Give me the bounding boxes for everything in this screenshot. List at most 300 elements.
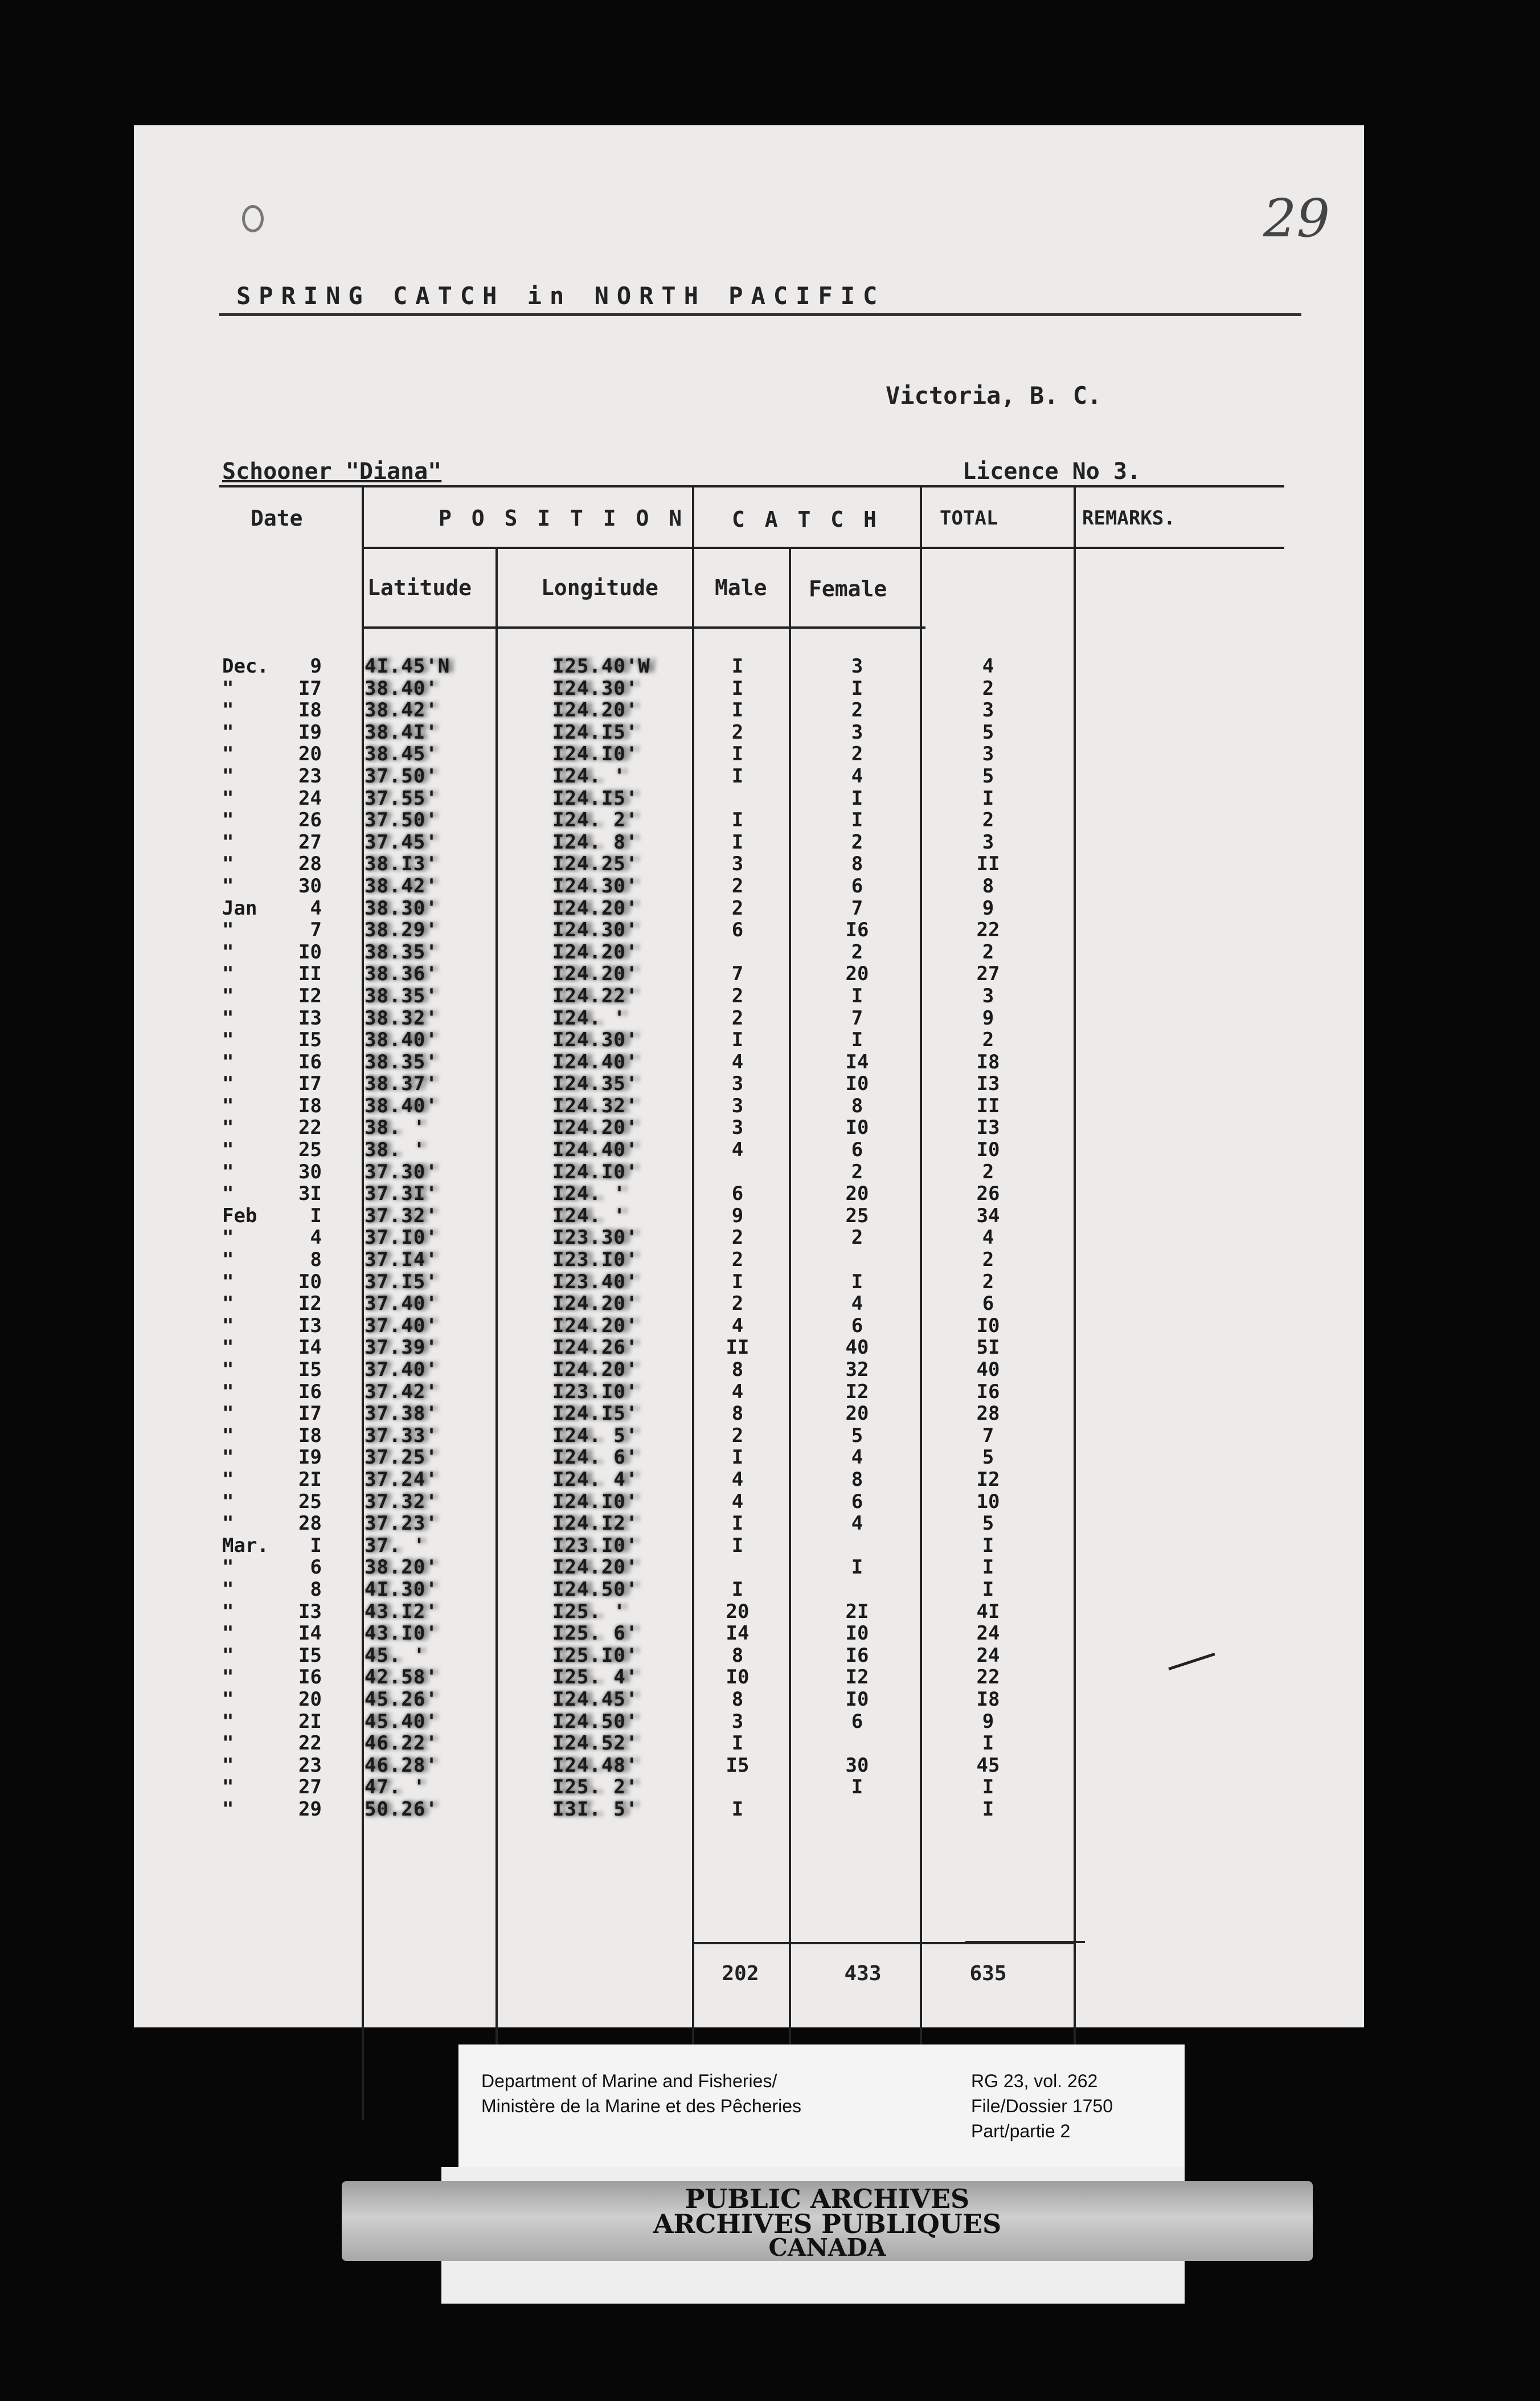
cell-male: 2 — [731, 720, 744, 744]
cell-female: 7 — [851, 1006, 863, 1030]
cell-lon: I24.48' — [552, 1753, 638, 1777]
cell-female: 4 — [851, 1292, 863, 1316]
cell-month: " — [222, 1578, 234, 1601]
part-ref: Part/partie 2 — [971, 2121, 1071, 2141]
cell-day: I3 — [298, 1600, 322, 1623]
cell-day: I7 — [298, 1072, 322, 1096]
cell-lon: I24.20' — [552, 940, 638, 964]
cell-lat: 38.35' — [364, 1050, 438, 1074]
cell-male: 8 — [731, 1358, 744, 1381]
cell-lat: 37.23' — [364, 1512, 438, 1535]
cell-female: 20 — [845, 962, 869, 986]
cell-lon: I24.20' — [552, 1314, 638, 1337]
cell-month: " — [222, 1490, 234, 1513]
header-female: Female — [809, 576, 887, 601]
cell-female: 4 — [851, 764, 863, 788]
cell-month: " — [222, 1687, 234, 1711]
cell-lon: I24.I0' — [552, 743, 638, 766]
cell-lat: 38.35' — [364, 984, 438, 1007]
cell-lat: 37.40' — [364, 1314, 438, 1337]
cell-lon: I24. ' — [552, 1006, 626, 1030]
cell-total: 24 — [976, 1622, 1000, 1645]
cell-month: " — [222, 853, 234, 876]
cell-lon: I24.20' — [552, 962, 638, 986]
cell-lat: 37.I4' — [364, 1248, 438, 1272]
cell-day: 24 — [298, 786, 322, 810]
cell-lat: 45.40' — [364, 1710, 438, 1733]
cell-total: I8 — [976, 1687, 1000, 1711]
table-top-rule — [219, 485, 1284, 487]
cell-lat: 37.30' — [364, 1160, 438, 1183]
cell-lon: I24.26' — [552, 1336, 638, 1359]
cell-male: I4 — [726, 1622, 749, 1645]
cell-lon: I24.30' — [552, 677, 638, 700]
cell-lon: I24.30' — [552, 874, 638, 898]
cell-month: " — [222, 1248, 234, 1272]
cell-day: 20 — [298, 743, 322, 766]
cell-total: 2 — [982, 809, 994, 832]
cell-lat: 38.30' — [364, 896, 438, 920]
cell-female: 6 — [851, 1314, 863, 1337]
cell-lat: 37.38' — [364, 1402, 438, 1425]
cell-male: 2 — [731, 984, 744, 1007]
cell-day: I3 — [298, 1006, 322, 1030]
cell-total: 5 — [982, 1446, 994, 1469]
cell-day: I8 — [298, 1094, 322, 1117]
cell-lon: I24.45' — [552, 1687, 638, 1711]
cell-female: I — [851, 1776, 863, 1799]
cell-month: " — [222, 1424, 234, 1447]
cell-lat: 46.22' — [364, 1732, 438, 1755]
cell-female: 20 — [845, 1182, 869, 1206]
cell-lat: 42.58' — [364, 1666, 438, 1689]
cell-lon: I24.50' — [552, 1578, 638, 1601]
cell-male: 2 — [731, 896, 744, 920]
cell-month: Mar. — [222, 1534, 269, 1557]
cell-female: I6 — [845, 1644, 869, 1667]
cell-total: 3 — [982, 984, 994, 1007]
table-row — [134, 831, 1364, 853]
cell-female: I — [851, 809, 863, 832]
cell-lon: I23.I0' — [552, 1248, 638, 1272]
cell-month: " — [222, 984, 234, 1007]
cell-month: " — [222, 786, 234, 810]
cell-female: 3 — [851, 655, 863, 678]
cell-day: I8 — [298, 699, 322, 722]
cell-month: " — [222, 1160, 234, 1183]
cell-female: I2 — [845, 1380, 869, 1403]
cell-lat: 37.33' — [364, 1424, 438, 1447]
cell-lat: 38.40' — [364, 1094, 438, 1117]
cell-month: Dec. — [222, 655, 269, 678]
cell-female: I2 — [845, 1666, 869, 1689]
cell-day: I9 — [298, 1446, 322, 1469]
cell-female: 8 — [851, 1094, 863, 1117]
cell-day: 29 — [298, 1797, 322, 1821]
header-date: Date — [251, 506, 303, 531]
cell-female: I0 — [845, 1072, 869, 1096]
table-row — [134, 1402, 1364, 1424]
cell-lon: I24.30' — [552, 1029, 638, 1052]
cell-female: I — [851, 1270, 863, 1293]
cell-female: 7 — [851, 896, 863, 920]
cell-day: 2I — [298, 1710, 322, 1733]
cell-male: 3 — [731, 1710, 744, 1733]
cell-female: 8 — [851, 853, 863, 876]
cell-lat: 38.42' — [364, 699, 438, 722]
cell-month: " — [222, 1776, 234, 1799]
table-row — [134, 1424, 1364, 1447]
cell-male: I — [731, 830, 744, 854]
table-row — [134, 809, 1364, 831]
cell-month: " — [222, 1753, 234, 1777]
cell-day: 4 — [310, 1226, 322, 1249]
cell-month: Jan — [222, 896, 257, 920]
cell-total: 2 — [982, 940, 994, 964]
cell-total: I — [982, 1797, 994, 1821]
cell-female: I0 — [845, 1687, 869, 1711]
cell-lat: 37.I0' — [364, 1226, 438, 1249]
cell-female: 20 — [845, 1402, 869, 1425]
cell-month: " — [222, 1182, 234, 1206]
cell-total: 5 — [982, 720, 994, 744]
cell-total: 24 — [976, 1644, 1000, 1667]
cell-day: I0 — [298, 940, 322, 964]
cell-day: 9 — [310, 655, 322, 678]
table-row — [134, 1490, 1364, 1513]
cell-lon: I24. 5' — [552, 1424, 638, 1447]
table-row — [134, 919, 1364, 941]
table-row — [134, 1271, 1364, 1293]
cell-day: I2 — [298, 1292, 322, 1316]
cell-female: I — [851, 1029, 863, 1052]
table-row — [134, 1688, 1364, 1710]
cell-total: 9 — [982, 896, 994, 920]
cell-male: I — [731, 1534, 744, 1557]
cell-total: 2 — [982, 677, 994, 700]
table-row — [134, 1029, 1364, 1051]
cell-day: I4 — [298, 1336, 322, 1359]
cell-day: 20 — [298, 1687, 322, 1711]
cell-month: " — [222, 1797, 234, 1821]
cell-month: " — [222, 699, 234, 722]
header-catch: C A T C H — [732, 507, 880, 532]
cell-total: I6 — [976, 1380, 1000, 1403]
cell-female: 2 — [851, 743, 863, 766]
cell-day: I — [310, 1204, 322, 1227]
cell-female: 32 — [845, 1358, 869, 1381]
header-position: P O S I T I O N — [439, 506, 686, 531]
table-row — [134, 1182, 1364, 1204]
cell-lon: I23.40' — [552, 1270, 638, 1293]
cell-month: " — [222, 677, 234, 700]
cell-lon: I24. 8' — [552, 830, 638, 854]
cell-male: I — [731, 1029, 744, 1052]
table-row — [134, 1292, 1364, 1314]
total-male: 202 — [722, 1962, 759, 1985]
cell-lon: I24.50' — [552, 1710, 638, 1733]
cell-lon: I24.20' — [552, 1358, 638, 1381]
department-name-fr: Ministère de la Marine et des Pêcheries — [481, 2096, 802, 2116]
cell-day: I5 — [298, 1644, 322, 1667]
cell-lon: I24.30' — [552, 919, 638, 942]
cell-female: 2 — [851, 1226, 863, 1249]
cell-lat: 37.25' — [364, 1446, 438, 1469]
cell-male: 8 — [731, 1687, 744, 1711]
cell-day: II — [298, 962, 322, 986]
cell-day: 3I — [298, 1182, 322, 1206]
cell-lon: I24. 2' — [552, 809, 638, 832]
cell-month: " — [222, 1644, 234, 1667]
cell-female: 4 — [851, 1446, 863, 1469]
cell-total: 26 — [976, 1182, 1000, 1206]
cell-lat: 38.36' — [364, 962, 438, 986]
cell-male: 9 — [731, 1204, 744, 1227]
cell-male: I0 — [726, 1666, 749, 1689]
cell-male: 2 — [731, 1226, 744, 1249]
cell-month: " — [222, 1666, 234, 1689]
cell-day: 7 — [310, 919, 322, 942]
cell-month: " — [222, 1270, 234, 1293]
stamp-line-1: PUBLIC ARCHIVES — [685, 2183, 970, 2214]
cell-day: 22 — [298, 1732, 322, 1755]
cell-male: 8 — [731, 1644, 744, 1667]
cell-lat: 38.I3' — [364, 853, 438, 876]
cell-day: 8 — [310, 1248, 322, 1272]
schooner-name: Schooner "Diana" — [222, 458, 442, 485]
cell-lat: 38.35' — [364, 940, 438, 964]
cell-lon: I23.I0' — [552, 1534, 638, 1557]
cell-month: " — [222, 809, 234, 832]
cell-lon: I24.52' — [552, 1732, 638, 1755]
cell-total: 28 — [976, 1402, 1000, 1425]
cell-month: " — [222, 919, 234, 942]
cell-female: 2 — [851, 1160, 863, 1183]
cell-lat: 38. ' — [364, 1116, 426, 1140]
cell-total: I — [982, 1556, 994, 1579]
cell-lon: I24. ' — [552, 764, 626, 788]
cell-female: 8 — [851, 1468, 863, 1491]
cell-day: 23 — [298, 764, 322, 788]
cell-total: 3 — [982, 699, 994, 722]
cell-total: I0 — [976, 1138, 1000, 1162]
cell-male: I — [731, 699, 744, 722]
cell-month: " — [222, 1512, 234, 1535]
table-row — [134, 897, 1364, 919]
cell-day: I4 — [298, 1622, 322, 1645]
cell-lat: 37.3I' — [364, 1182, 438, 1206]
cell-female: I0 — [845, 1622, 869, 1645]
stain-mark — [242, 205, 264, 232]
cell-male: I — [731, 764, 744, 788]
cell-male: 6 — [731, 919, 744, 942]
cell-female: I — [851, 984, 863, 1007]
cell-male: I — [731, 655, 744, 678]
cell-male: 4 — [731, 1468, 744, 1491]
cell-lon: I24.35' — [552, 1072, 638, 1096]
cell-total: II — [976, 1094, 1000, 1117]
cell-male: 4 — [731, 1050, 744, 1074]
cell-lon: I24.22' — [552, 984, 638, 1007]
header-mid-rule — [362, 547, 1284, 549]
cell-female: 2 — [851, 830, 863, 854]
cell-month: " — [222, 1402, 234, 1425]
cell-male: 2 — [731, 874, 744, 898]
cell-day: I3 — [298, 1314, 322, 1337]
cell-lon: I24.40' — [552, 1050, 638, 1074]
cell-lon: I23.30' — [552, 1226, 638, 1249]
table-row — [134, 1600, 1364, 1622]
cell-female: 6 — [851, 1710, 863, 1733]
cell-lat: 37.I5' — [364, 1270, 438, 1293]
table-row — [134, 875, 1364, 897]
cell-day: 22 — [298, 1116, 322, 1140]
cell-male: I — [731, 677, 744, 700]
cell-male: 3 — [731, 1116, 744, 1140]
cell-male: 6 — [731, 1182, 744, 1206]
table-row — [134, 1095, 1364, 1117]
cell-day: I2 — [298, 984, 322, 1007]
cell-lon: I3I. 5' — [552, 1797, 638, 1821]
cell-month: " — [222, 962, 234, 986]
cell-lat: 37.50' — [364, 809, 438, 832]
table-row — [134, 699, 1364, 721]
cell-total: 7 — [982, 1424, 994, 1447]
cell-male: 3 — [731, 1094, 744, 1117]
licence-number: Licence No 3. — [962, 458, 1141, 485]
cell-lat: 37.55' — [364, 786, 438, 810]
cell-total: 9 — [982, 1710, 994, 1733]
header-bottom-rule — [362, 626, 925, 629]
cell-lat: 37.40' — [364, 1292, 438, 1316]
cell-month: " — [222, 1116, 234, 1140]
cell-lon: I24.25' — [552, 853, 638, 876]
cell-day: 8 — [310, 1578, 322, 1601]
cell-month: " — [222, 1622, 234, 1645]
cell-lon: I25.I0' — [552, 1644, 638, 1667]
cell-female: 40 — [845, 1336, 869, 1359]
cell-lat: 45.26' — [364, 1687, 438, 1711]
cell-lon: I24.20' — [552, 699, 638, 722]
cell-total: 3 — [982, 743, 994, 766]
cell-female: 2 — [851, 940, 863, 964]
cell-month: " — [222, 1710, 234, 1733]
cell-lat: 38.42' — [364, 874, 438, 898]
cell-day: 27 — [298, 830, 322, 854]
cell-lon: I24.20' — [552, 896, 638, 920]
cell-day: 26 — [298, 809, 322, 832]
cell-lat: 37.50' — [364, 764, 438, 788]
cell-female: 30 — [845, 1753, 869, 1777]
cell-total: I — [982, 1534, 994, 1557]
cell-lat: 43.I2' — [364, 1600, 438, 1623]
cell-day: 25 — [298, 1490, 322, 1513]
table-row — [134, 1512, 1364, 1534]
cell-male: I5 — [726, 1753, 749, 1777]
cell-lat: 38.40' — [364, 1029, 438, 1052]
cell-male: 2 — [731, 1424, 744, 1447]
cell-total: 34 — [976, 1204, 1000, 1227]
table-row — [134, 1534, 1364, 1556]
table-row — [134, 1051, 1364, 1073]
table-row — [134, 1007, 1364, 1029]
header-remarks: REMARKS. — [1082, 507, 1176, 530]
cell-lat: 37.32' — [364, 1204, 438, 1227]
cell-lat: 38.40' — [364, 677, 438, 700]
table-row — [134, 1336, 1364, 1358]
table-row — [134, 1666, 1364, 1688]
cell-month: " — [222, 720, 234, 744]
cell-female: I — [851, 786, 863, 810]
table-row — [134, 962, 1364, 985]
cell-day: 6 — [310, 1556, 322, 1579]
cell-female: 2I — [845, 1600, 869, 1623]
place-heading: Victoria, B. C. — [886, 382, 1102, 409]
cell-day: I6 — [298, 1666, 322, 1689]
cell-lon: I24.I5' — [552, 720, 638, 744]
cell-lat: 38. ' — [364, 1138, 426, 1162]
cell-total: 5 — [982, 764, 994, 788]
cell-total: 45 — [976, 1753, 1000, 1777]
cell-lon: I24.I0' — [552, 1490, 638, 1513]
cell-total: II — [976, 853, 1000, 876]
table-row — [134, 677, 1364, 699]
cell-lon: I24. 6' — [552, 1446, 638, 1469]
cell-day: 27 — [298, 1776, 322, 1799]
cell-total: I8 — [976, 1050, 1000, 1074]
cell-lat: 46.28' — [364, 1753, 438, 1777]
table-row — [134, 765, 1364, 787]
table-row — [134, 1116, 1364, 1138]
cell-day: I6 — [298, 1380, 322, 1403]
cell-female: I0 — [845, 1116, 869, 1140]
cell-total: 10 — [976, 1490, 1000, 1513]
cell-lat: 37. ' — [364, 1534, 426, 1557]
cell-lon: I24.I2' — [552, 1512, 638, 1535]
cell-total: I — [982, 1732, 994, 1755]
cell-total: I — [982, 1776, 994, 1799]
cell-day: 28 — [298, 1512, 322, 1535]
table-row — [134, 1226, 1364, 1248]
folio-number: 29 — [1263, 188, 1330, 249]
cell-male: 4 — [731, 1138, 744, 1162]
cell-lat: 37.24' — [364, 1468, 438, 1491]
cell-total: 5 — [982, 1512, 994, 1535]
title-underline — [219, 313, 1301, 316]
total-overall: 635 — [969, 1962, 1007, 1985]
cell-month: " — [222, 1556, 234, 1579]
cell-lon: I25.40'W — [552, 655, 650, 678]
page-title: SPRING CATCH in NORTH PACIFIC — [236, 282, 886, 310]
cell-lon: I24.I0' — [552, 1160, 638, 1183]
cell-total: 22 — [976, 1666, 1000, 1689]
table-row — [134, 655, 1364, 677]
cell-male: I — [731, 1512, 744, 1535]
cell-day: I8 — [298, 1424, 322, 1447]
cell-month: " — [222, 1380, 234, 1403]
cell-lon: I24.20' — [552, 1556, 638, 1579]
cell-day: 30 — [298, 874, 322, 898]
cell-month: " — [222, 1600, 234, 1623]
cell-lon: I24.40' — [552, 1138, 638, 1162]
cell-day: 2I — [298, 1468, 322, 1491]
cell-month: " — [222, 874, 234, 898]
cell-day: I7 — [298, 677, 322, 700]
table-row — [134, 1468, 1364, 1490]
cell-day: 25 — [298, 1138, 322, 1162]
cell-day: I5 — [298, 1029, 322, 1052]
cell-lat: 38.4I' — [364, 720, 438, 744]
